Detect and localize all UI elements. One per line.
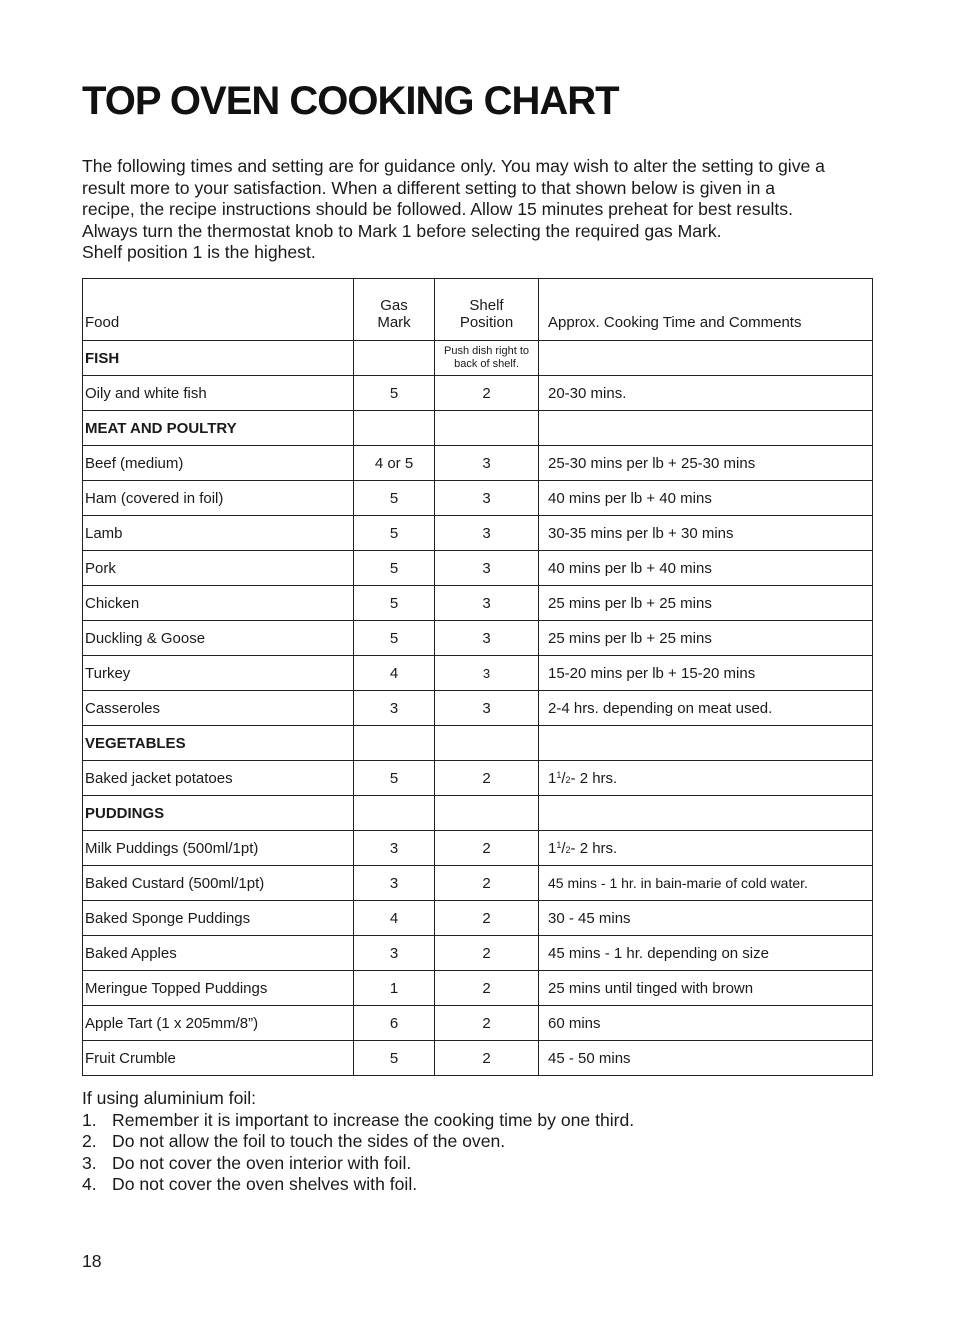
gas-mark-cell: 5 xyxy=(354,516,435,551)
header-comments: Approx. Cooking Time and Comments xyxy=(539,279,873,341)
table-header-row xyxy=(83,279,873,341)
gas-mark-cell: 5 xyxy=(354,621,435,656)
cooking-time-cell: 25 mins per lb + 25 mins xyxy=(539,586,873,621)
shelf-position-cell: 3 xyxy=(435,656,539,691)
time-whole: 1 xyxy=(548,839,557,857)
list-item xyxy=(82,1110,634,1132)
cooking-time-cell: 15-20 mins per lb + 15-20 mins xyxy=(539,656,873,691)
cooking-time-cell: 40 mins per lb + 40 mins xyxy=(539,481,873,516)
shelf-position-cell: 2 xyxy=(435,831,539,866)
table-row xyxy=(83,586,873,621)
food-cell: Lamb xyxy=(83,516,354,551)
table-row xyxy=(83,1041,873,1076)
header-shelf-position xyxy=(435,279,539,341)
shelf-note-line1: Push dish right to xyxy=(444,345,529,357)
time-whole: 1 xyxy=(548,769,557,787)
food-cell: Oily and white fish xyxy=(83,376,354,411)
gas-mark-cell: 5 xyxy=(354,761,435,796)
shelf-position-cell: 2 xyxy=(435,971,539,1006)
shelf-position-cell: 3 xyxy=(435,691,539,726)
intro-line: Always turn the thermostat knob to Mark 1 before selecting the required gas Mark. xyxy=(82,220,722,241)
section-row-puddings xyxy=(83,796,873,831)
food-cell: Casseroles xyxy=(83,691,354,726)
list-text: Remember it is important to increase the cooking time by one third. xyxy=(112,1109,635,1130)
table-row xyxy=(83,446,873,481)
list-text: Do not cover the oven shelves with foil. xyxy=(112,1174,418,1195)
list-number: 1. xyxy=(82,1109,97,1130)
header-shelf-line2: Position xyxy=(459,314,514,331)
header-gas-mark xyxy=(354,279,435,341)
fraction-denominator: 2 xyxy=(565,774,571,785)
food-cell: Duckling & Goose xyxy=(83,621,354,656)
gas-mark-cell: 5 xyxy=(354,1041,435,1076)
food-cell: Milk Puddings (500ml/1pt) xyxy=(83,831,354,866)
gas-mark-cell: 3 xyxy=(354,866,435,901)
list-item xyxy=(82,1153,634,1175)
list-number: 4. xyxy=(82,1174,97,1195)
header-gas-line2: Mark xyxy=(377,314,411,331)
cooking-time-cell: 40 mins per lb + 40 mins xyxy=(539,551,873,586)
gas-mark-cell: 5 xyxy=(354,376,435,411)
section-label: FISH xyxy=(83,341,354,376)
table-row xyxy=(83,761,873,796)
shelf-note xyxy=(435,341,539,376)
gas-mark-cell: 5 xyxy=(354,551,435,586)
shelf-note-line2: back of shelf. xyxy=(454,358,519,370)
table-row xyxy=(83,551,873,586)
gas-mark-cell: 4 xyxy=(354,901,435,936)
shelf-position-cell: 3 xyxy=(435,481,539,516)
table-row xyxy=(83,866,873,901)
foil-list xyxy=(82,1110,634,1196)
food-cell: Ham (covered in foil) xyxy=(83,481,354,516)
table-row xyxy=(83,691,873,726)
shelf-position-cell: 3 xyxy=(435,446,539,481)
cooking-time-cell: 2-4 hrs. depending on meat used. xyxy=(539,691,873,726)
cooking-time-cell xyxy=(539,831,873,866)
list-text: Do not cover the oven interior with foil. xyxy=(112,1152,412,1173)
food-cell: Baked jacket potatoes xyxy=(83,761,354,796)
shelf-position-cell: 3 xyxy=(435,516,539,551)
gas-mark-cell: 1 xyxy=(354,971,435,1006)
intro-line: The following times and setting are for guidance only. You may wish to alter the setting to give a xyxy=(82,156,825,176)
foil-lead: If using aluminium foil: xyxy=(82,1088,257,1108)
cooking-time-cell: 45 mins - 1 hr. depending on size xyxy=(539,936,873,971)
food-cell: Fruit Crumble xyxy=(83,1041,354,1076)
intro-line: result more to your satisfaction. When a different setting to that shown below is given in a xyxy=(82,177,776,198)
gas-mark-cell: 6 xyxy=(354,1006,435,1041)
food-cell: Baked Apples xyxy=(83,936,354,971)
table-row xyxy=(83,831,873,866)
fraction: $^1$/2 xyxy=(556,839,571,857)
food-cell: Chicken xyxy=(83,586,354,621)
cooking-time-cell: 30-35 mins per lb + 30 mins xyxy=(539,516,873,551)
cooking-time-cell: 45 mins - 1 hr. in bain-marie of cold water. xyxy=(539,866,873,901)
fraction-numerator: 1 xyxy=(556,769,562,780)
cooking-time-cell: 25 mins per lb + 25 mins xyxy=(539,621,873,656)
intro-paragraph xyxy=(82,156,882,264)
table-row xyxy=(83,376,873,411)
food-cell: Pork xyxy=(83,551,354,586)
shelf-position-cell: 2 xyxy=(435,376,539,411)
table-row xyxy=(83,656,873,691)
gas-mark-cell: 5 xyxy=(354,586,435,621)
fraction-numerator: 1 xyxy=(556,839,562,850)
section-label: VEGETABLES xyxy=(83,726,354,761)
table-row xyxy=(83,1006,873,1041)
shelf-position-cell: 2 xyxy=(435,901,539,936)
table-row xyxy=(83,481,873,516)
table-row xyxy=(83,936,873,971)
gas-mark-cell: 3 xyxy=(354,936,435,971)
fraction: $^1$/2 xyxy=(556,769,571,787)
shelf-position-cell: 2 xyxy=(435,1041,539,1076)
cooking-time-cell: 25 mins until tinged with brown xyxy=(539,971,873,1006)
page-number: 18 xyxy=(82,1251,102,1271)
cooking-time-cell: 45 - 50 mins xyxy=(539,1041,873,1076)
list-text: Do not allow the foil to touch the sides of the oven. xyxy=(112,1131,506,1152)
cooking-time-cell: 25-30 mins per lb + 25-30 mins xyxy=(539,446,873,481)
section-row-fish xyxy=(83,341,873,376)
shelf-position-cell: 2 xyxy=(435,866,539,901)
section-row-vegetables xyxy=(83,726,873,761)
list-item xyxy=(82,1131,634,1153)
shelf-position-cell: 2 xyxy=(435,936,539,971)
table-row xyxy=(83,901,873,936)
intro-line: Shelf position 1 is the highest. xyxy=(82,242,316,263)
header-food: Food xyxy=(83,279,354,341)
table-row xyxy=(83,516,873,551)
gas-mark-cell: 4 or 5 xyxy=(354,446,435,481)
cooking-chart-table xyxy=(82,278,873,1076)
cooking-time-cell: 30 - 45 mins xyxy=(539,901,873,936)
food-cell: Baked Sponge Puddings xyxy=(83,901,354,936)
page-title: TOP OVEN COOKING CHART xyxy=(82,79,619,123)
header-shelf-line1: Shelf xyxy=(469,297,504,314)
cooking-time-cell: 60 mins xyxy=(539,1006,873,1041)
section-label: MEAT AND POULTRY xyxy=(83,411,354,446)
section-label: PUDDINGS xyxy=(83,796,354,831)
gas-mark-cell: 4 xyxy=(354,656,435,691)
shelf-position-cell: 2 xyxy=(435,1006,539,1041)
shelf-position-cell: 3 xyxy=(435,586,539,621)
gas-mark-cell: 3 xyxy=(354,831,435,866)
shelf-position-cell: 3 xyxy=(435,551,539,586)
foil-instructions xyxy=(82,1088,634,1196)
time-rest: - 2 hrs. xyxy=(570,839,618,857)
food-cell: Beef (medium) xyxy=(83,446,354,481)
list-item xyxy=(82,1174,634,1196)
intro-line: recipe, the recipe instructions should be followed. Allow 15 minutes preheat for best results. xyxy=(82,199,793,220)
time-rest: - 2 hrs. xyxy=(570,769,618,787)
gas-mark-cell: 3 xyxy=(354,691,435,726)
section-row-meat xyxy=(83,411,873,446)
list-number: 3. xyxy=(82,1152,97,1173)
cooking-time-cell: 20-30 mins. xyxy=(539,376,873,411)
cooking-time-cell xyxy=(539,761,873,796)
shelf-position-cell: 3 xyxy=(435,621,539,656)
table-row xyxy=(83,971,873,1006)
food-cell: Turkey xyxy=(83,656,354,691)
shelf-position-cell: 2 xyxy=(435,761,539,796)
table-row xyxy=(83,621,873,656)
list-number: 2. xyxy=(82,1131,97,1152)
food-cell: Baked Custard (500ml/1pt) xyxy=(83,866,354,901)
food-cell: Meringue Topped Puddings xyxy=(83,971,354,1006)
header-gas-line1: Gas xyxy=(380,297,408,314)
fraction-denominator: 2 xyxy=(565,844,571,855)
food-cell: Apple Tart (1 x 205mm/8”) xyxy=(83,1006,354,1041)
gas-mark-cell: 5 xyxy=(354,481,435,516)
